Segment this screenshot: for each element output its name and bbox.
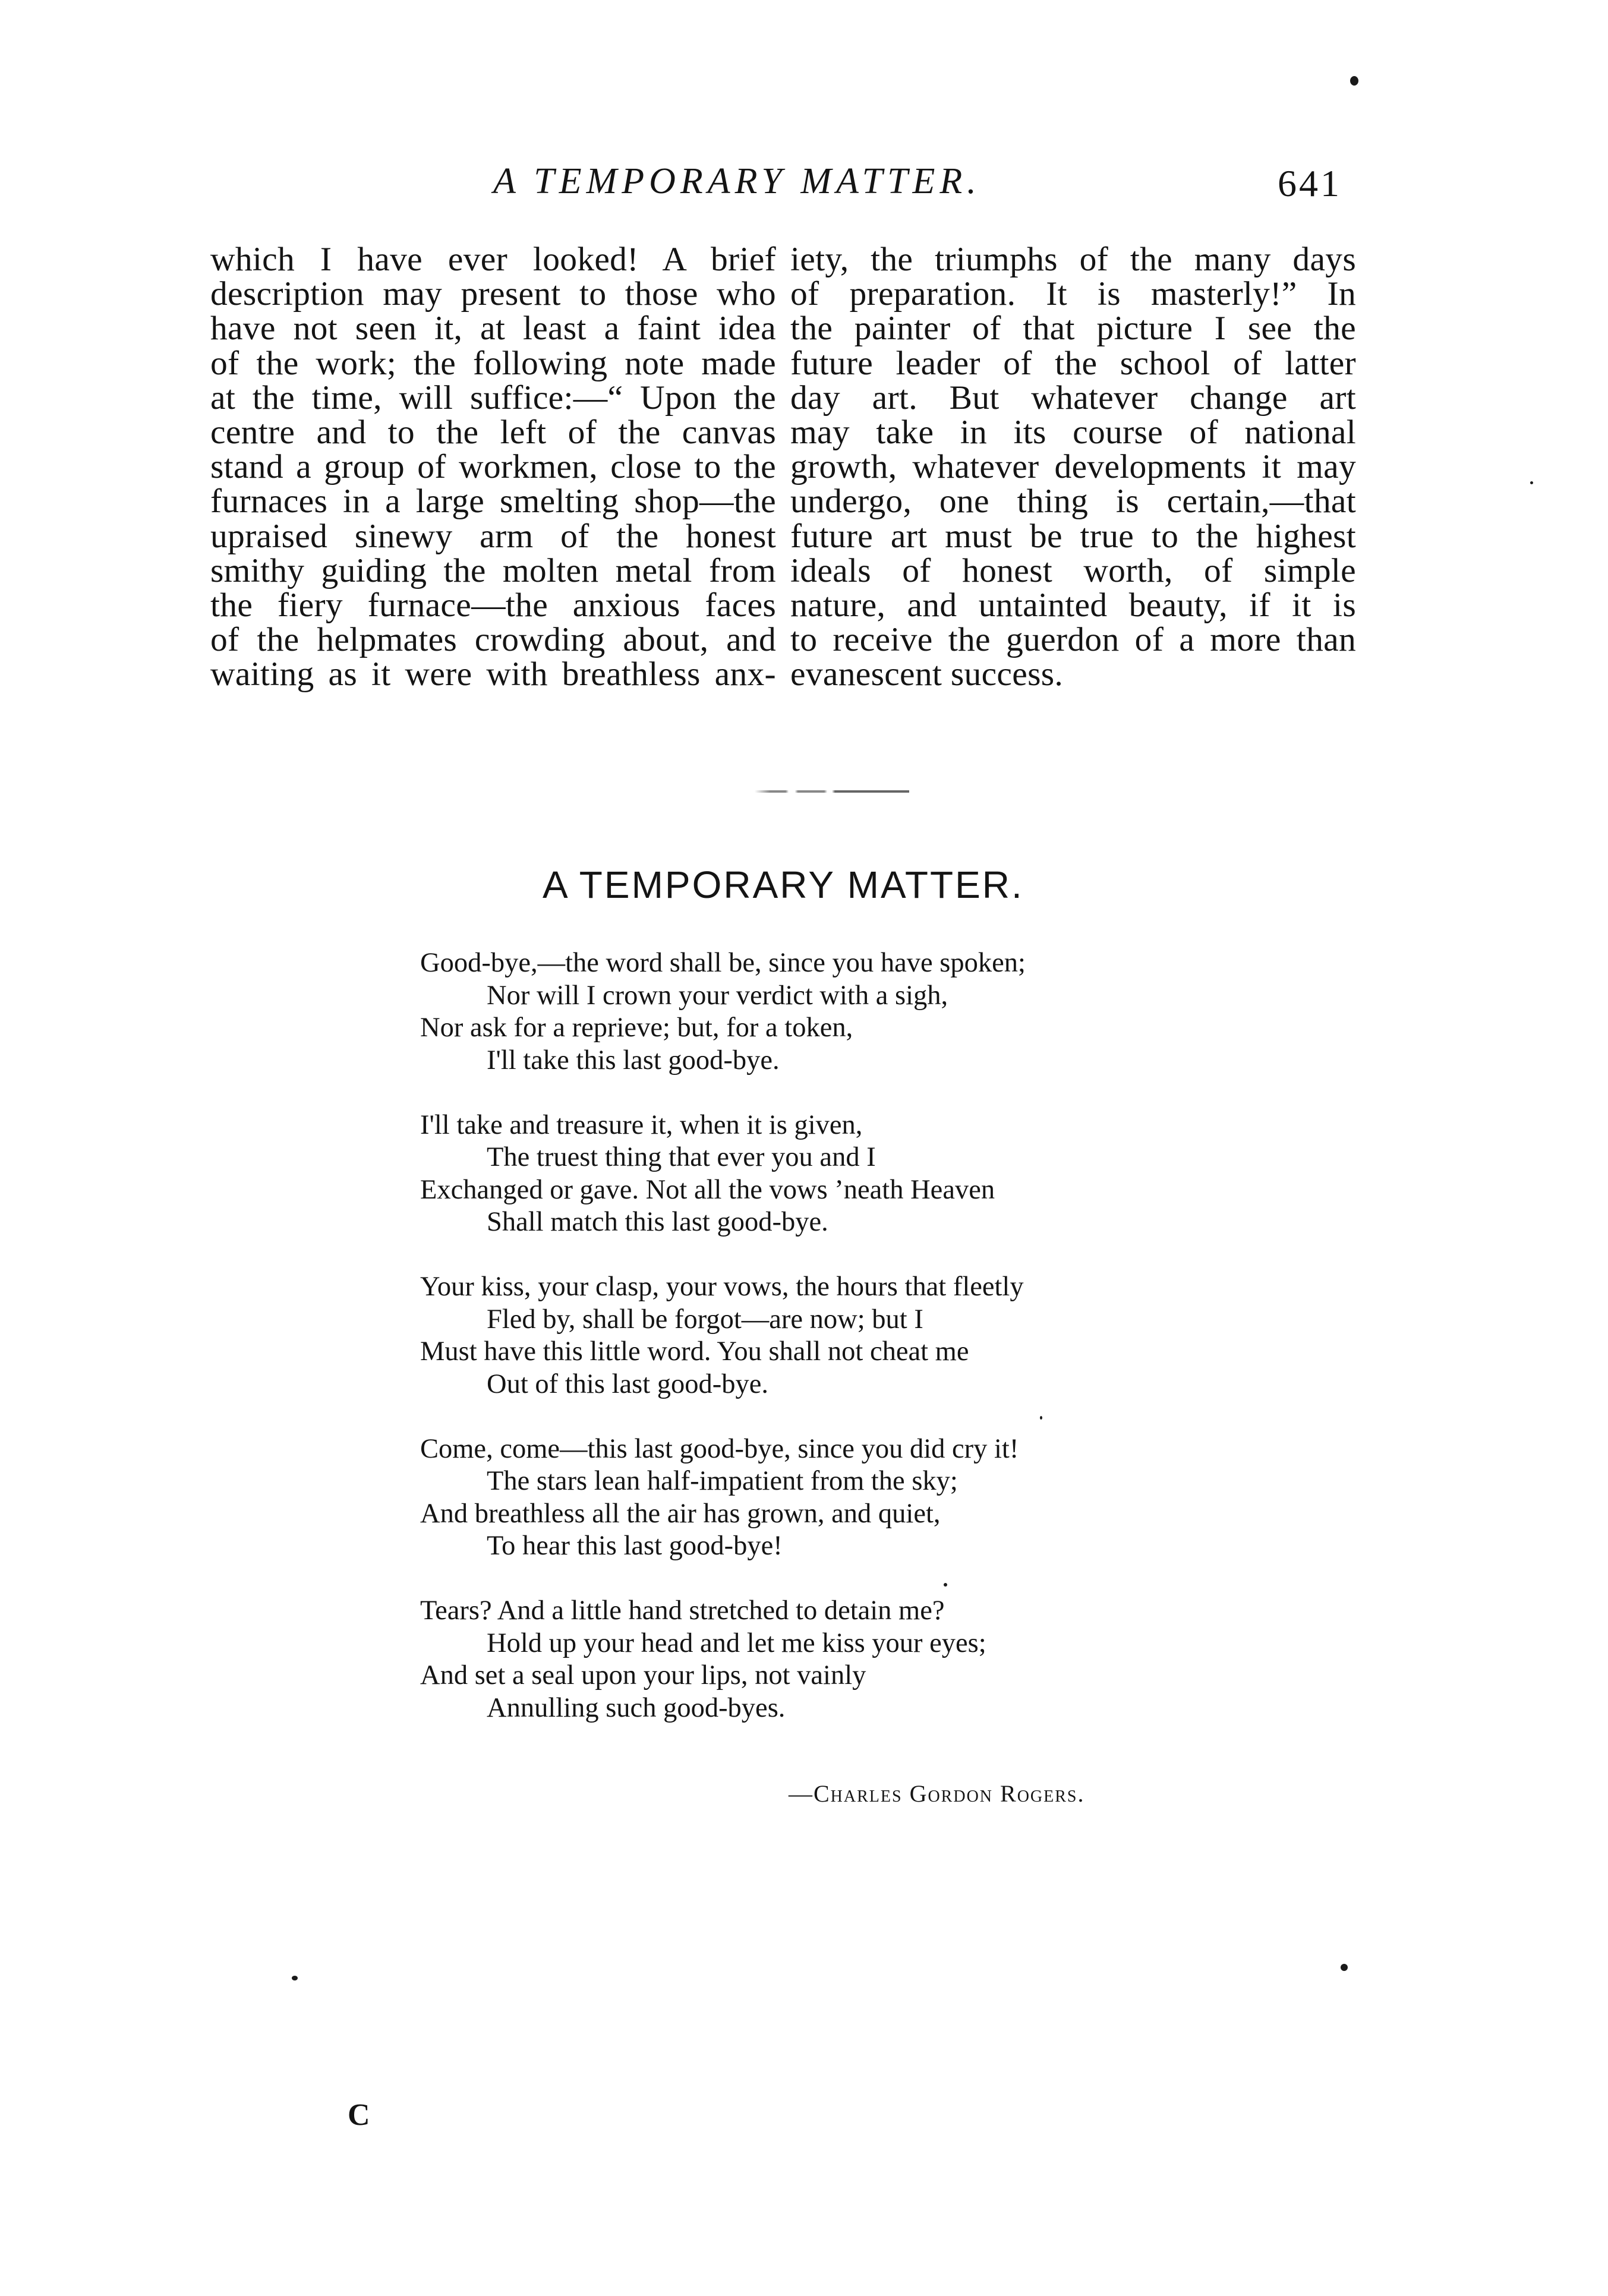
text-line: smithy guiding the molten metal from [210,551,776,589]
poem-line: Shall match this last good-bye. [487,1207,828,1237]
poem-line: Exchanged or gave. Not all the vows ’neath Heaven [420,1174,995,1205]
text-line: description may present to those who [210,275,776,313]
text-line: nature, and untainted beauty, if it is [790,586,1356,624]
poem-line: Fled by, shall be forgot—are now; but I [487,1304,923,1335]
text-line: growth, whatever developments it may [790,448,1356,486]
text-line: future art must be true to the highest [790,517,1356,555]
section-separator-rule [755,790,909,793]
poem [420,947,1026,1757]
text-line: upraised sinewy arm of the honest [210,517,776,555]
poem-stanza [420,1595,1026,1724]
text-line: may take in its course of national [790,413,1356,451]
text-line: ideals of honest worth, of simple [790,551,1356,589]
text-line: stand a group of workmen, close to the [210,448,776,486]
poem-attribution: —Charles Gordon Rogers. [789,1780,1085,1807]
poem-line: Nor ask for a reprieve; but, for a token, [420,1013,853,1043]
ink-speck [292,1976,298,1980]
poem-title: A TEMPORARY MATTER. [543,863,1024,906]
article-right-column [790,242,1356,692]
ink-speck [1040,1416,1042,1420]
poem-stanza [420,947,1026,1077]
page-number: 641 [1278,162,1342,204]
poem-line: To hear this last good-bye! [487,1531,783,1561]
text-line: the fiery furnace—the anxious faces [210,586,776,624]
poem-line: Tears? And a little hand stretched to detain me? [420,1595,945,1626]
poem-line: And breathless all the air has grown, and quiet, [420,1498,941,1529]
poem-line: Your kiss, your clasp, your vows, the hours that fleetly [420,1272,1024,1302]
text-line: day art. But whatever change art [790,379,1356,417]
printer-signature-mark: C [348,2098,370,2132]
poem-line: Must have this little word. You shall not cheat me [420,1336,969,1367]
ink-speck [1350,76,1358,86]
poem-line: I'll take and treasure it, when it is given, [420,1109,863,1140]
text-line: to receive the guerdon of a more than [790,621,1356,659]
ink-speck [1530,481,1533,484]
poem-line: The stars lean half-impatient from the sky; [487,1466,958,1496]
text-line: future leader of the school of latter [790,344,1356,382]
poem-line: Annulling such good-byes. [487,1692,786,1723]
poem-line: And set a seal upon your lips, not vainly [420,1660,866,1691]
text-line: undergo, one thing is certain,—that [790,482,1356,521]
poem-line: The truest thing that ever you and I [487,1142,876,1172]
text-line: iety, the triumphs of the many days [790,241,1356,278]
text-line: evanescent success. [790,655,1064,693]
poem-line: Good-bye,—the word shall be, since you have spoken; [420,948,1026,978]
text-line: waiting as it were with breathless anx- [210,655,776,693]
poem-line: Hold up your head and let me kiss your eyes; [487,1628,986,1658]
article-left-column [210,242,776,692]
ink-speck [1341,1964,1348,1971]
text-line: have not seen it, at least a faint idea [210,310,776,348]
poem-stanza [420,1271,1026,1401]
text-line: of the helpmates crowding about, and [210,621,776,659]
poem-line: Nor will I crown your verdict with a sigh, [487,980,948,1011]
poem-line: I'll take this last good-bye. [487,1045,780,1076]
poem-line: Out of this last good-bye. [487,1368,768,1399]
text-line: centre and to the left of the canvas [210,413,776,451]
poem-line: Come, come—this last good-bye, since you did cry it! [420,1433,1019,1464]
text-line: at the time, will suffice:—“ Upon the [210,379,776,417]
poem-stanza [420,1109,1026,1239]
text-line: of preparation. It is masterly!” In [790,275,1356,313]
poem-stanza [420,1433,1026,1563]
text-line: the painter of that picture I see the [790,310,1356,348]
text-line: of the work; the following note made [210,344,776,382]
text-line: which I have ever looked! A brief [210,241,776,278]
ink-speck [944,1583,947,1587]
text-line: furnaces in a large smelting shop—the [210,482,776,521]
running-head: A TEMPORARY MATTER. [493,161,981,201]
